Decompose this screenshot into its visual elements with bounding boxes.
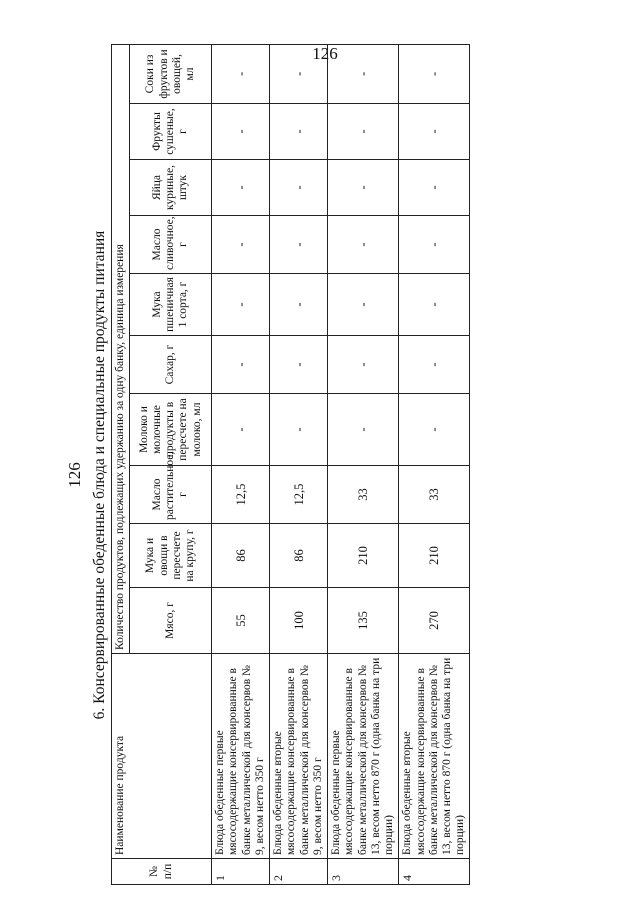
header-col-veg-oil: Масло растительное, г: [130, 466, 212, 524]
header-index: № п/п: [112, 859, 212, 885]
row-index: 1: [212, 859, 270, 885]
cell-value: -: [212, 160, 270, 216]
cell-value: -: [399, 104, 470, 160]
row-product-name: Блюда обеденные вторые мясосодержащие консервированные в банке металлической для консервов № 13, весом нетто 870 г (одна банка на три порции): [399, 654, 470, 859]
table-row: [399, 44, 470, 884]
cell-value: -: [212, 274, 270, 336]
header-col-juice: Соки из фруктов и овощей, мл: [130, 44, 212, 103]
row-product-name: Блюда обеденные первые мясосодержащие консервированные в банке металлической для консервов № 13, весом нетто 870 г (одна банка на три порции): [328, 654, 399, 859]
table-row: [328, 44, 399, 884]
cell-value: -: [270, 104, 328, 160]
cell-value: -: [399, 336, 470, 394]
header-col-wheat-flour: Мука пшеничная 1 сорта, г: [130, 274, 212, 336]
cell-value: -: [328, 216, 399, 274]
page-number-rotated: 126: [65, 462, 84, 488]
cell-value: -: [399, 216, 470, 274]
cell-value: -: [212, 394, 270, 466]
cell-value: -: [328, 160, 399, 216]
cell-value: 86: [270, 524, 328, 588]
header-col-milk: Молоко и молочные продукты в пересчете на молоко, мл: [130, 394, 212, 466]
cell-value: -: [212, 336, 270, 394]
header-col-flour-veg: Мука и овощи в пересчете на крупу, г: [130, 524, 212, 588]
row-index: 3: [328, 859, 399, 885]
cell-value: 100: [270, 588, 328, 654]
cell-value: -: [270, 394, 328, 466]
cell-value: 86: [212, 524, 270, 588]
cell-value: 12,5: [212, 466, 270, 524]
cell-value: -: [328, 336, 399, 394]
cell-value: -: [212, 44, 270, 103]
cell-value: -: [399, 394, 470, 466]
header-group: Количество продуктов, подлежащих удержанию за одну банку, единица измерения: [112, 44, 130, 653]
cell-value: 12,5: [270, 466, 328, 524]
section-title: 6. Консервированные обеденные блюда и специальные продукты питания: [91, 230, 108, 720]
rotated-page-content: [65, 49, 535, 885]
header-col-eggs: Яйца куриные, штук: [130, 160, 212, 216]
cell-value: -: [270, 216, 328, 274]
cell-value: -: [328, 394, 399, 466]
cell-value: 33: [328, 466, 399, 524]
table-row: [212, 44, 270, 884]
row-product-name: Блюда обеденные первые мясосодержащие консервированные в банке металлической для консервов № 9, весом нетто 350 г: [212, 654, 270, 859]
header-col-butter: Масло сливочное, г: [130, 216, 212, 274]
page-number: 126: [312, 44, 338, 63]
cell-value: 270: [399, 588, 470, 654]
cell-value: 135: [328, 588, 399, 654]
row-index: 2: [270, 859, 328, 885]
cell-value: -: [270, 336, 328, 394]
cell-value: -: [399, 274, 470, 336]
header-col-sugar: Сахар, г: [130, 336, 212, 394]
row-index: 4: [399, 859, 470, 885]
cell-value: -: [399, 44, 470, 103]
cell-value: -: [270, 274, 328, 336]
cell-value: 55: [212, 588, 270, 654]
header-col-dried-fruit: Фрукты сушеные, г: [130, 104, 212, 160]
cell-value: -: [270, 44, 328, 103]
cell-value: 210: [399, 524, 470, 588]
cell-value: -: [328, 104, 399, 160]
cell-value: -: [399, 160, 470, 216]
cell-value: -: [328, 44, 399, 103]
table-row: [270, 44, 328, 884]
cell-value: -: [212, 104, 270, 160]
header-col-meat: Мясо, г: [130, 588, 212, 654]
cell-value: -: [328, 274, 399, 336]
row-product-name: Блюда обеденные вторые мясосодержащие консервированные в банке металлической для консервов № 9, весом нетто 350 г: [270, 654, 328, 859]
cell-value: 33: [399, 466, 470, 524]
norms-table: [111, 44, 470, 885]
cell-value: -: [212, 216, 270, 274]
cell-value: 210: [328, 524, 399, 588]
cell-value: -: [270, 160, 328, 216]
header-product-name: Наименование продукта: [112, 654, 212, 859]
